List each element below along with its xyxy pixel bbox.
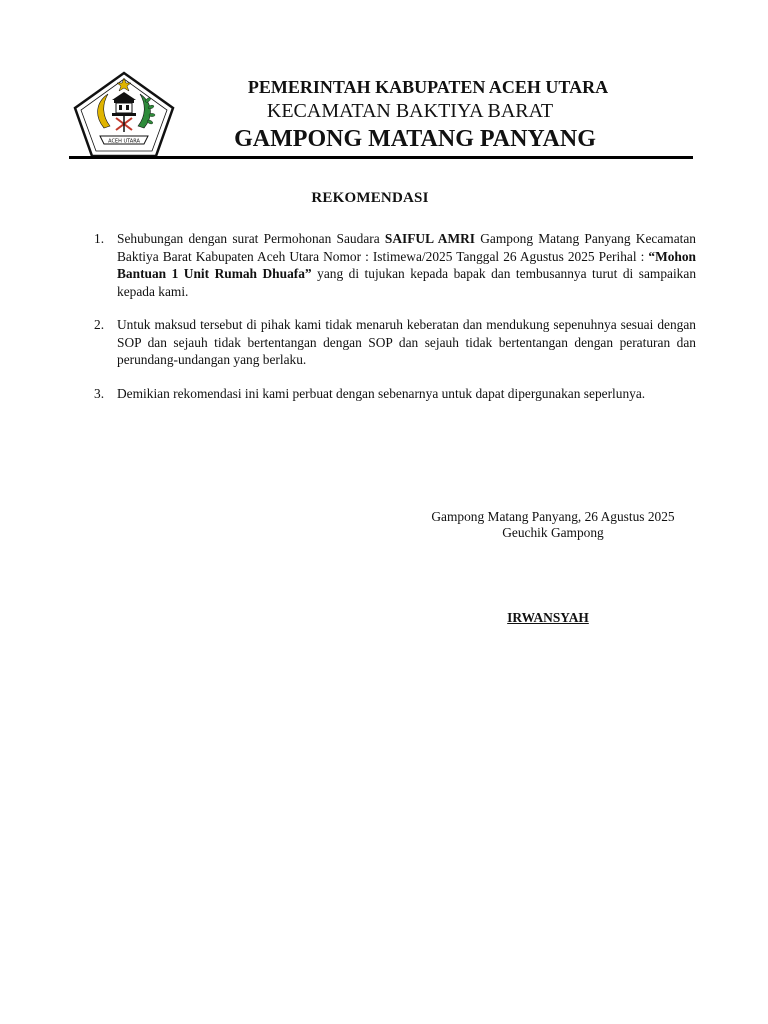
- document-title: REKOMENDASI: [311, 190, 429, 206]
- emblem-ribbon-text: ACEH UTARA: [108, 138, 140, 145]
- item-text-part: yang di tujukan kepada bapak dan tembusannya turut di sampaikan kepada kami.: [117, 266, 697, 299]
- item-number: 3.: [94, 385, 105, 401]
- signature-place-date: Gampong Matang Panyang, 26 Agustus 2025: [431, 509, 675, 524]
- header-government: PEMERINTAH KABUPATEN ACEH UTARA: [247, 77, 609, 97]
- item-number: 1.: [94, 231, 105, 246]
- item-text: Demikian rekomendasi ini kami perbuat dengan sebenarnya untuk dapat dipergunakan seperlunya.: [117, 385, 646, 401]
- applicant-name: SAIFUL AMRI: [384, 231, 475, 246]
- header-district: KECAMATAN BAKTIYA BARAT: [266, 100, 554, 122]
- recommendation-list: [90, 230, 696, 418]
- header-village: GAMPONG MATANG PANYANG: [234, 126, 596, 152]
- signer-name: IRWANSYAH: [507, 610, 589, 625]
- signature-block: [400, 509, 706, 541]
- item-number: 2.: [94, 317, 105, 332]
- item-text-part: Gampong Matang Panyang Kecamatan Baktiya Barat Kabupaten Aceh Utara Nomor : Istimewa/2025 Tanggal 26 Agustus 2025 Perihal :: [117, 231, 696, 264]
- list-item: [90, 385, 696, 403]
- signature-position: Geuchik Gampong: [502, 525, 604, 540]
- item-text-part: Sehubungan dengan surat Permohonan Saudara: [117, 231, 385, 246]
- header-divider: [69, 156, 693, 159]
- item-text: Untuk maksud tersebut di pihak kami tidak menaruh keberatan dan mendukung sepenuhnya sesuai dengan SOP dan sejauh tidak bertentangan dengan SOP dan sejauh tidak bertentangan dengan peraturan dan perundang-undangan yang berlaku.: [117, 317, 696, 367]
- list-item: [90, 230, 696, 300]
- request-subject: “Mohon Bantuan 1 Unit Rumah Dhuafa”: [117, 248, 696, 281]
- list-item: [90, 316, 696, 369]
